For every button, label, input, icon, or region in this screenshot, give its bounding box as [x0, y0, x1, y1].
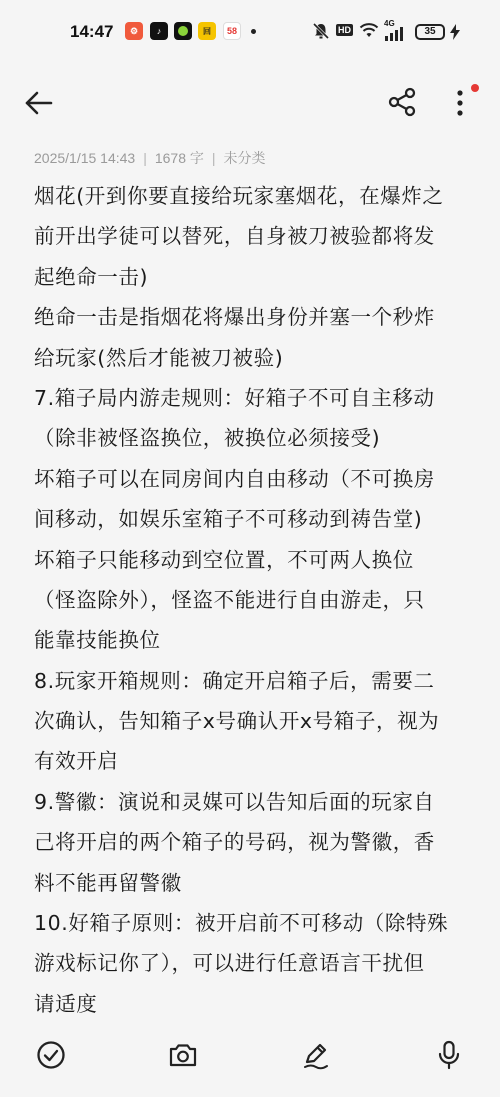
- text-line: 请适度: [34, 991, 98, 1016]
- bottom-action-bar: [0, 1018, 500, 1097]
- more-notifications-dot: [251, 29, 256, 34]
- mute-icon: [312, 22, 330, 40]
- text-line: 游戏标记你了），可以进行任意语言干扰但: [34, 951, 425, 976]
- wifi-icon: [359, 22, 379, 40]
- text-line: （怪盗除外），怪盗不能进行自由游走，只: [34, 587, 425, 612]
- note-category[interactable]: 未分类: [223, 150, 266, 166]
- signal-icon: [385, 27, 409, 41]
- text-line: （除非被怪盗换位，被换位必须接受): [34, 426, 381, 451]
- meta-separator: |: [143, 150, 147, 166]
- share-button[interactable]: [386, 86, 418, 118]
- yellow-app-icon: 回: [198, 22, 216, 40]
- text-line: 己将开启的两个箱子的号码，视为警徽，香: [34, 830, 435, 855]
- text-line: 间移动，如娱乐室箱子不可移动到祷告堂): [34, 507, 423, 532]
- hd-icon: HD: [338, 25, 351, 35]
- note-body[interactable]: [34, 176, 474, 1018]
- pen-icon: [299, 1038, 333, 1072]
- note-word-count: 1678 字: [154, 150, 204, 166]
- voice-input-button[interactable]: [432, 1038, 466, 1072]
- meta-separator: |: [211, 150, 216, 166]
- camera-button[interactable]: [166, 1038, 200, 1072]
- text-line: 起绝命一击): [34, 264, 149, 289]
- app-icon-red: ⚙: [125, 22, 143, 40]
- share-icon: [386, 86, 418, 118]
- text-line: 9.警徽：演说和灵媒可以告知后面的玩家自: [34, 789, 435, 814]
- status-bar: [0, 0, 500, 64]
- handwriting-button[interactable]: [299, 1038, 333, 1072]
- charging-icon: [450, 24, 460, 40]
- text-line: 能靠技能换位: [34, 628, 161, 653]
- checklist-button[interactable]: [34, 1038, 68, 1072]
- text-line: 7.箱子局内游走规则：好箱子不可自主移动: [34, 385, 435, 410]
- status-time: 14:47: [70, 22, 114, 41]
- text-line: 坏箱子只能移动到空位置，不可两人换位: [34, 547, 414, 572]
- text-line: 次确认，告知箱子x号确认开x号箱子，视为: [34, 709, 440, 734]
- text-line: 坏箱子可以在同房间内自由移动（不可换房: [34, 466, 435, 491]
- text-line: 绝命一击是指烟花将爆出身份并塞一个秒炸: [34, 305, 435, 330]
- text-line: 前开出学徒可以替死，自身被刀被验都将发: [34, 224, 435, 249]
- back-button[interactable]: [22, 86, 56, 120]
- top-toolbar: [0, 70, 500, 134]
- text-line: 8.玩家开箱规则：确定开启箱子后，需要二: [34, 668, 435, 693]
- note-meta: [34, 148, 266, 168]
- microphone-icon: [432, 1038, 466, 1072]
- text-line: 料不能再留警徽: [34, 870, 182, 895]
- app-58-icon: 58: [223, 22, 241, 40]
- notification-badge: [471, 84, 479, 92]
- more-vertical-icon: [448, 86, 472, 120]
- network-type: 4G: [384, 19, 395, 28]
- text-line: 烟花(开到你要直接给玩家塞烟花，在爆炸之: [34, 184, 444, 208]
- tiktok-icon: ♪: [150, 22, 168, 40]
- note-date: 2025/1/15 14:43: [34, 150, 136, 166]
- check-circle-icon: [34, 1038, 68, 1072]
- text-line: 有效开启: [34, 749, 119, 774]
- camera-icon: [166, 1038, 200, 1072]
- more-options-button[interactable]: [448, 86, 472, 120]
- battery-indicator: 35: [415, 24, 445, 40]
- green-app-icon: [174, 22, 192, 40]
- text-line: 10.好箱子原则：被开启前不可移动（除特殊: [34, 911, 449, 936]
- back-arrow-icon: [22, 86, 56, 120]
- text-line: 给玩家(然后才能被刀被验): [34, 345, 284, 370]
